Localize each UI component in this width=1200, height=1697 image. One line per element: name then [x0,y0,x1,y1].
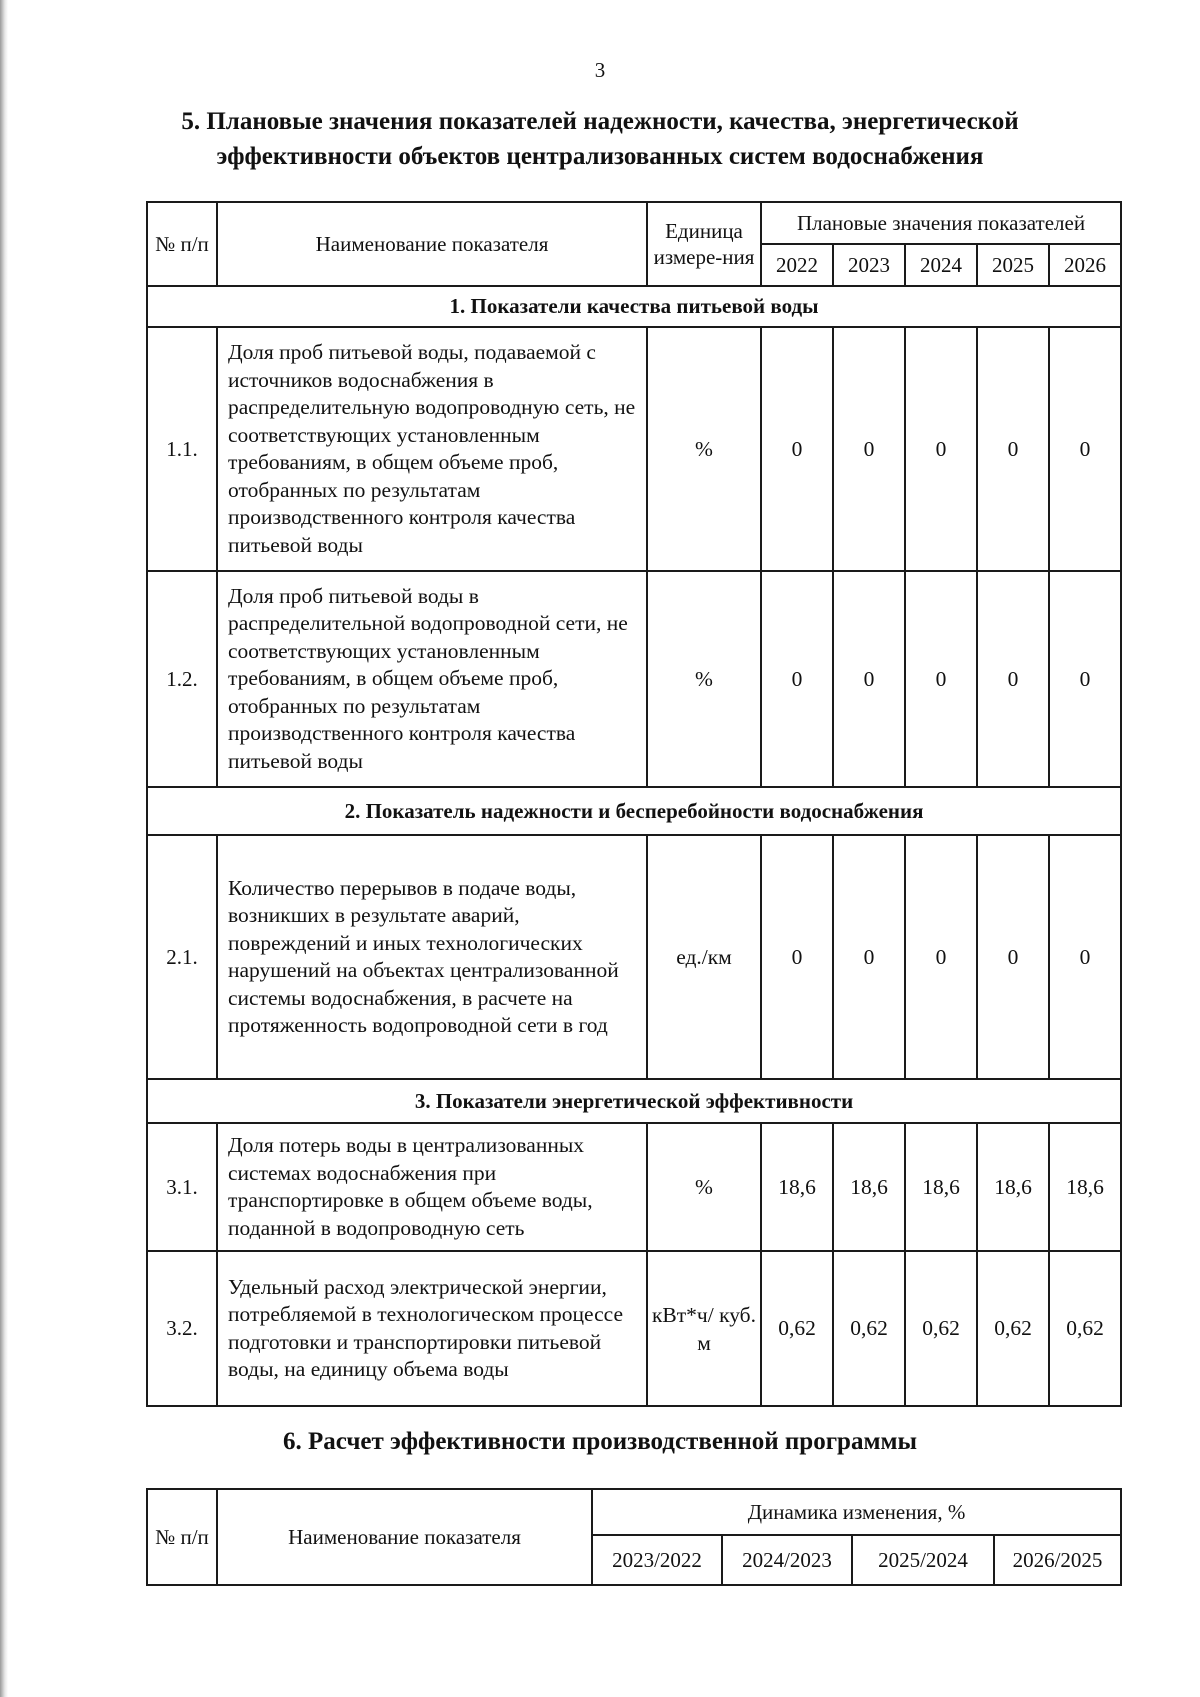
row-value: 18,6 [1049,1123,1121,1251]
header-year: 2022 [761,244,833,286]
row-value: 0 [1049,835,1121,1079]
row-unit: % [647,571,761,787]
row-num: 1.2. [147,571,217,787]
header-year: 2023 [833,244,905,286]
row-value: 0 [833,571,905,787]
header-num: № п/п [147,1489,217,1585]
row-name: Количество перерывов в подаче воды, возникших в результате аварий, повреждений и иных технологических нарушений на объектах централизованной системы водоснабжения, в расчете на протяженность водопроводной сети в год [217,835,647,1079]
header-period: 2024/2023 [722,1535,852,1585]
group-title: 3. Показатели энергетической эффективности [147,1079,1121,1123]
row-num: 1.1. [147,327,217,571]
row-value: 0 [833,835,905,1079]
row-num: 2.1. [147,835,217,1079]
section-6-title: 6. Расчет эффективности производственной программы [282,1428,918,1455]
row-value: 0 [905,571,977,787]
row-value: 0,62 [905,1251,977,1406]
efficiency-table [146,1488,1122,1586]
row-value: 0 [977,835,1049,1079]
group-title: 1. Показатели качества питьевой воды [147,286,1121,327]
row-value: 18,6 [833,1123,905,1251]
row-value: 0 [761,835,833,1079]
row-value: 0,62 [833,1251,905,1406]
header-plan-values: Плановые значения показателей [761,202,1121,244]
row-value: 18,6 [905,1123,977,1251]
row-value: 0,62 [761,1251,833,1406]
header-period: 2023/2022 [592,1535,722,1585]
group-title: 2. Показатель надежности и бесперебойности водоснабжения [147,787,1121,835]
plan-indicators-table [146,201,1122,1407]
page-number: 3 [594,58,606,82]
header-name: Наименование показателя [217,1489,592,1585]
row-num: 3.1. [147,1123,217,1251]
header-name: Наименование показателя [217,202,647,286]
row-value: 0,62 [1049,1251,1121,1406]
header-year: 2024 [905,244,977,286]
row-value: 0 [761,327,833,571]
row-value: 0 [1049,327,1121,571]
row-unit: % [647,1123,761,1251]
row-unit: % [647,327,761,571]
header-period: 2025/2024 [852,1535,994,1585]
section-5-title-line-2: эффективности объектов централизованных систем водоснабжения [216,143,984,170]
row-value: 0 [977,327,1049,571]
section-5-title-line-1: 5. Плановые значения показателей надежности, качества, энергетической [181,108,1019,135]
header-period: 2026/2025 [994,1535,1121,1585]
section-5-title [100,104,1100,174]
header-unit: Единица измере-ния [647,202,761,286]
row-value: 0 [1049,571,1121,787]
header-year: 2025 [977,244,1049,286]
row-value: 18,6 [761,1123,833,1251]
scan-edge-shadow [0,0,8,1697]
row-value: 0 [905,835,977,1079]
row-name: Доля проб питьевой воды в распределительной водопроводной сети, не соответствующих установленным требованиям, в общем объеме проб, отобранных по результатам производственного контроля качества питьевой воды [217,571,647,787]
row-name: Удельный расход электрической энергии, потребляемой в технологическом процессе подготовки и транспортировки питьевой воды, на единицу объема воды [217,1251,647,1406]
header-num: № п/п [147,202,217,286]
row-num: 3.2. [147,1251,217,1406]
row-name: Доля потерь воды в централизованных системах водоснабжения при транспортировке в общем объеме воды, поданной в водопроводную сеть [217,1123,647,1251]
header-dynamics: Динамика изменения, % [592,1489,1121,1535]
row-unit: кВт*ч/ куб. м [647,1251,761,1406]
row-value: 0 [833,327,905,571]
header-year: 2026 [1049,244,1121,286]
row-value: 0,62 [977,1251,1049,1406]
row-name: Доля проб питьевой воды, подаваемой с источников водоснабжения в распределительную водопроводную сеть, не соответствующих установленным требованиям, в общем объеме проб, отобранных по результатам производственного контроля качества питьевой воды [217,327,647,571]
row-value: 0 [761,571,833,787]
row-value: 0 [977,571,1049,787]
row-unit: ед./км [647,835,761,1079]
row-value: 0 [905,327,977,571]
row-value: 18,6 [977,1123,1049,1251]
